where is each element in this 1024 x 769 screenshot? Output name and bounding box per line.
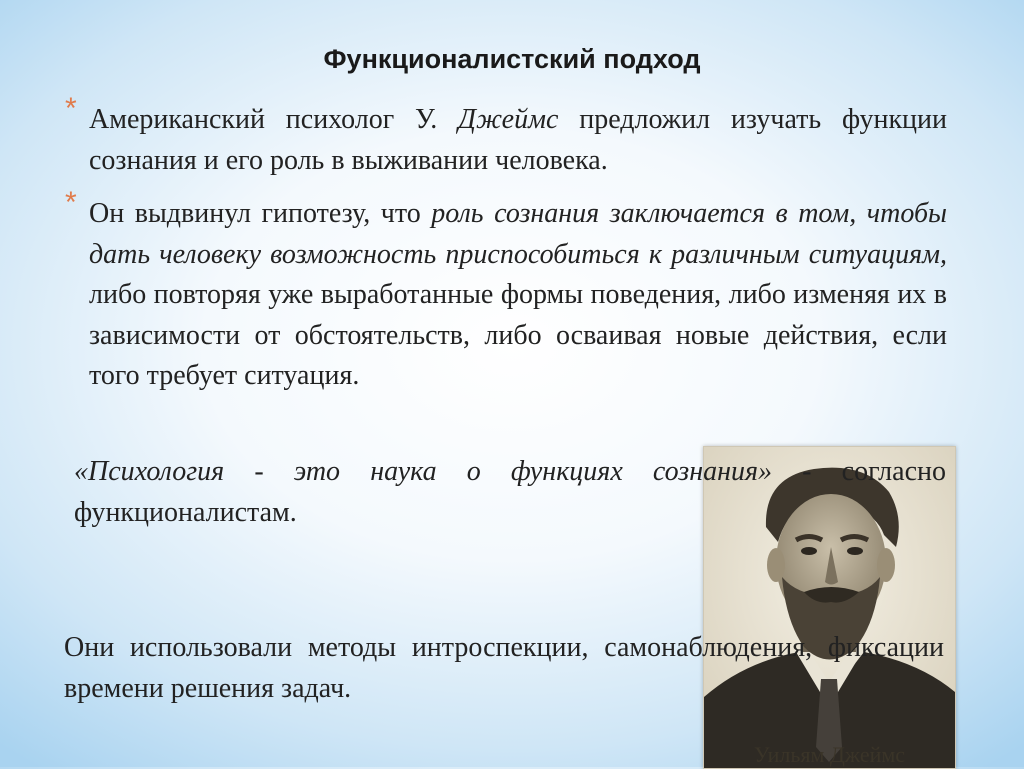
bullet-star-icon: * (65, 92, 77, 125)
bullet-hypothesis (65, 186, 948, 397)
quote-italic: «Психология - это наука о функциях сознания» (74, 456, 772, 487)
bullet-james-functions (65, 92, 947, 181)
slide-title: Функционалистский подход (323, 44, 701, 74)
bullet-text-part: предложил изучать функции сознания и его роль в выживании человека. (89, 104, 947, 176)
quote-paragraph (74, 452, 946, 533)
hypothesis-italic: роль сознания заключается в том, чтобы дать человеку возможность приспособиться к различным ситуациям, (89, 198, 948, 270)
name-james: Джеймс (458, 104, 559, 135)
bullet-text-part: либо повторяя уже выработанные формы поведения, либо изменяя их в зависимости от обстоятельств, либо осваивая новые действия, если того требует ситуация. (89, 279, 947, 391)
bullet-text-part: Он выдвинул гипотезу, что (89, 198, 432, 229)
bullet-star-icon: * (65, 186, 77, 219)
bullet-text-part: Американский психолог У. (89, 104, 459, 135)
bullet-text (89, 100, 947, 181)
bullet-text (89, 194, 947, 397)
quote-rest: - согласно функционалистам. (74, 456, 946, 528)
methods-paragraph: Они использовали методы интроспекции, самонаблюдения, фиксации времени решения задач. (64, 632, 944, 704)
portrait-caption: Уильям Джеймс (753, 742, 906, 767)
